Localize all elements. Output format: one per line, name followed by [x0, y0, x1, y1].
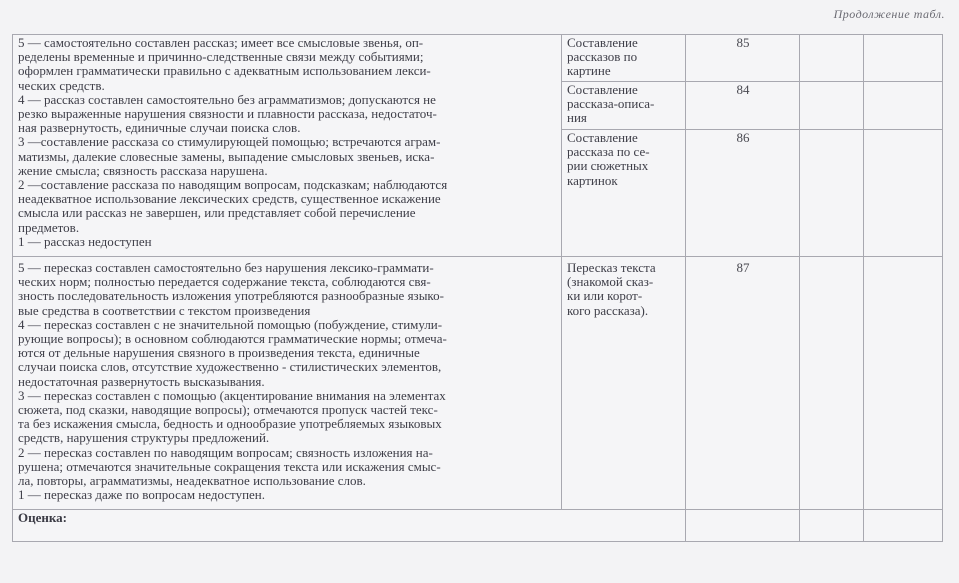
task-line: картинок [567, 172, 618, 188]
criteria-line: 4 — пересказ составлен с не значительной помощью (побуждение, стимули- [18, 316, 443, 332]
empty-cell [864, 35, 943, 82]
criteria-line: 3 — пересказ составлен с помощью (акцентирование внимания на элементах [18, 387, 446, 403]
task-line: рассказов по [567, 49, 638, 65]
criteria-line: жение смысла; связность рассказа нарушена. [18, 162, 268, 178]
empty-cell [864, 82, 943, 130]
task-line: кого рассказа). [567, 302, 649, 318]
criteria-line: смысла или рассказ не завершен, или представляет собой перечисление [18, 205, 416, 221]
criteria-line: вые средства в соответствии с текстом произведения [18, 302, 311, 318]
criteria-line: ются от дельные нарушения связного в произведения текста, единичные [18, 345, 420, 361]
criteria-line: 2 — пересказ составлен по наводящим вопросам; связность изложения на- [18, 444, 433, 460]
criteria-line: 1 — пересказ даже по вопросам недоступен. [18, 487, 265, 503]
empty-cell [864, 130, 943, 257]
criteria-line: 2 —составление рассказа по наводящим вопросам, подсказкам; наблюдаются [18, 177, 448, 193]
criteria-line: та без искажения смысла, бедность и однообразие употребляемых языковых [18, 416, 442, 432]
empty-cell [800, 130, 864, 257]
task-line: рассказа по се- [567, 144, 650, 160]
criteria-line: недостаточная развернутость высказывания. [18, 373, 265, 389]
story-criteria-cell [13, 35, 562, 257]
task-line: рии сюжетных [567, 158, 649, 174]
empty-cell [800, 35, 864, 82]
score-label: Оценка: [13, 510, 686, 542]
criteria-line: рушена; отмечаются значительные сокращения текста или искажения смыс- [18, 458, 441, 474]
task-name-cell [562, 257, 686, 510]
empty-cell [864, 510, 943, 542]
criteria-line: предметов. [18, 219, 80, 235]
empty-cell [864, 257, 943, 510]
task-line: Пересказ текста [567, 260, 656, 275]
empty-cell [800, 510, 864, 542]
criteria-line: ческих средств. [18, 77, 105, 93]
continued-caption: Продолжение табл. [833, 7, 945, 21]
score-row [13, 510, 943, 542]
criteria-line: ная развернутость, единичные случаи поиска слов. [18, 120, 301, 136]
task-number: 87 [686, 257, 800, 510]
criteria-line: сюжета, под сказки, наводящие вопросы); отмечаются пропуск частей текс- [18, 402, 438, 418]
task-number: 86 [686, 130, 800, 257]
criteria-line: неадекватное использование лексических средств, существенное искажение [18, 191, 441, 207]
task-line: рассказа-описа- [567, 96, 655, 112]
criteria-line: случаи поиска слов, отсутствие художественно - стилистических элементов, [18, 359, 442, 375]
task-line: Составление [567, 35, 638, 50]
criteria-line: ределены временные и причинно-следственные связи между событиями; [18, 49, 424, 65]
task-name-cell [562, 35, 686, 82]
criteria-line: ла, повторы, аграмматизмы, неадекватное использование слов. [18, 473, 366, 489]
criteria-line: рующие вопросы); в основном соблюдаются грамматические нормы; отмеча- [18, 331, 447, 347]
criteria-line: оформлен грамматически правильно с адекватным использованием лекси- [18, 63, 431, 79]
empty-cell [800, 82, 864, 130]
score-value-cell[interactable] [686, 510, 800, 542]
criteria-line: 5 — пересказ составлен самостоятельно без нарушения лексико-граммати- [18, 260, 434, 275]
criteria-line: 1 — рассказ недоступен [18, 233, 152, 249]
task-number: 85 [686, 35, 800, 82]
criteria-line: средств, нарушения структуры предложений. [18, 430, 270, 446]
criteria-line: 5 — самостоятельно составлен рассказ; имеет все смысловые звенья, оп- [18, 35, 424, 50]
table-row [13, 35, 943, 82]
assessment-table [12, 34, 943, 542]
task-line: картине [567, 63, 611, 79]
task-name-cell [562, 130, 686, 257]
criteria-line: 4 — рассказ составлен самостоятельно без аграмматизмов; допускаются не [18, 91, 436, 107]
task-number: 84 [686, 82, 800, 130]
criteria-line: 3 —составление рассказа со стимулирующей помощью; встречаются аграм- [18, 134, 441, 150]
criteria-line: матизмы, далекие словесные замены, выпадение смысловых звеньев, иска- [18, 148, 435, 164]
task-line: Составление [567, 130, 638, 145]
task-line: ки или корот- [567, 288, 643, 304]
retelling-criteria-cell [13, 257, 562, 510]
task-name-cell [562, 82, 686, 130]
task-line: ния [567, 110, 587, 126]
criteria-line: ческих норм; полностью передается содержание текста, соблюдаются свя- [18, 274, 431, 290]
table-row [13, 257, 943, 510]
criteria-line: резко выраженные нарушения связности и плавности рассказа, недостаточ- [18, 106, 437, 122]
criteria-line: зность последовательность изложения употребляются разнообразные языко- [18, 288, 444, 304]
empty-cell [800, 257, 864, 510]
task-line: Составление [567, 82, 638, 97]
task-line: (знакомой сказ- [567, 274, 654, 290]
